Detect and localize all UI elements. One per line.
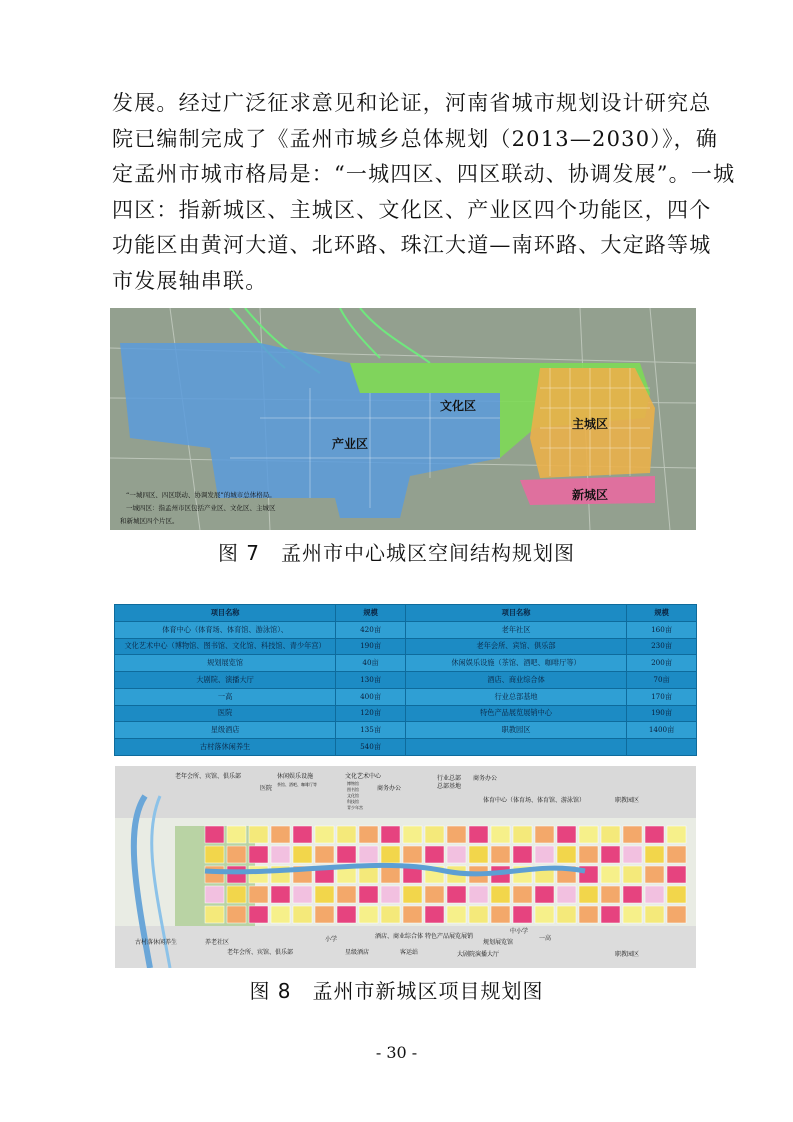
land-parcel (667, 906, 686, 923)
land-parcel (447, 906, 466, 923)
table-row (115, 672, 697, 689)
cell: 医院 (115, 705, 336, 722)
cell: 160亩 (627, 621, 697, 638)
land-parcel (469, 826, 488, 843)
land-parcel (469, 886, 488, 903)
land-parcel (601, 886, 620, 903)
table-row (115, 638, 697, 655)
land-parcel (227, 886, 246, 903)
land-parcel (403, 826, 422, 843)
project-scale-table (114, 604, 697, 756)
land-parcel (645, 846, 664, 863)
land-parcel (403, 906, 422, 923)
land-parcel (491, 906, 510, 923)
label-hq2: 总部基地 (437, 783, 462, 790)
land-parcel (645, 906, 664, 923)
label-culture-sub: 文化馆 (347, 793, 359, 798)
land-parcel (315, 846, 334, 863)
land-parcel (601, 826, 620, 843)
figure-8-caption: 图 8 孟州市新城区项目规划图 (249, 979, 544, 1003)
land-parcel (293, 826, 312, 843)
label-culture-center: 文化艺术中心 (345, 773, 382, 780)
land-parcel (601, 906, 620, 923)
label-transit: 客运站 (400, 949, 419, 956)
table-row (115, 621, 697, 638)
land-parcel (381, 866, 400, 883)
land-parcel (381, 906, 400, 923)
land-parcel (337, 886, 356, 903)
land-parcel (579, 846, 598, 863)
land-parcel (601, 846, 620, 863)
label-culture-sub: 博物馆 (347, 781, 359, 786)
label-business2: 商务办公 (473, 775, 498, 782)
land-parcel (227, 826, 246, 843)
new-district-project-map (115, 766, 696, 968)
label-vocational2: 职教园区 (615, 951, 640, 958)
land-parcel (359, 826, 378, 843)
cell: 120亩 (336, 705, 406, 722)
cell: 老年会所、宾馆、俱乐部 (405, 638, 626, 655)
paragraph-line: 市发展轴串联。 (112, 268, 268, 293)
cell: 170亩 (627, 688, 697, 705)
land-parcel (447, 826, 466, 843)
land-parcel (645, 866, 664, 883)
land-parcel (293, 906, 312, 923)
land-parcel (513, 906, 532, 923)
paragraph-line: 发展。经过广泛征求意见和论证，河南省城市规划设计研究总 (112, 91, 712, 115)
land-parcel (249, 826, 268, 843)
land-parcel (513, 886, 532, 903)
map-note-line: 和新城区四个片区。 (120, 517, 179, 525)
label-leisure-sub: 茶馆、酒吧、咖啡厅等 (277, 782, 317, 787)
land-parcel (205, 826, 224, 843)
land-parcel (271, 846, 290, 863)
land-parcel (249, 846, 268, 863)
land-parcel (667, 846, 686, 863)
cell: 200亩 (627, 655, 697, 672)
spatial-structure-map (110, 308, 696, 530)
cell: 540亩 (336, 739, 406, 756)
land-parcel (425, 826, 444, 843)
land-parcel (359, 846, 378, 863)
table-row (115, 688, 697, 705)
header-project-name: 项目名称 (115, 605, 336, 622)
cell: 230亩 (627, 638, 697, 655)
label-expo: 特色产品展览展销 (425, 933, 474, 940)
land-parcel (535, 846, 554, 863)
land-parcel (623, 846, 642, 863)
land-parcel (227, 846, 246, 863)
land-parcel (403, 846, 422, 863)
land-parcel (469, 906, 488, 923)
land-parcel (623, 886, 642, 903)
land-parcel (623, 906, 642, 923)
label-planning: 规划展览馆 (483, 939, 514, 946)
label-hotel: 星级酒店 (345, 949, 370, 956)
label-culture-sub: 青少年宫 (347, 805, 363, 810)
land-parcel (205, 846, 224, 863)
land-parcel (535, 826, 554, 843)
paragraph-line: 功能区由黄河大道、北环路、珠江大道—南环路、大定路等城 (112, 233, 712, 257)
land-parcel (579, 906, 598, 923)
land-parcel (535, 886, 554, 903)
land-parcel (447, 886, 466, 903)
land-parcel (491, 826, 510, 843)
land-parcel (315, 826, 334, 843)
land-parcel (557, 826, 576, 843)
table-row (115, 705, 697, 722)
table-header-row (115, 605, 697, 622)
land-parcel (271, 886, 290, 903)
land-parcel (381, 886, 400, 903)
figure-8-map (115, 766, 696, 968)
label-club2: 老年会所、宾馆、俱乐部 (227, 949, 294, 956)
label-elder: 养老社区 (205, 939, 230, 946)
land-parcel (667, 866, 686, 883)
cell: 70亩 (627, 672, 697, 689)
land-parcel (293, 886, 312, 903)
industry-zone-label: 产业区 (332, 437, 369, 451)
land-parcel (535, 906, 554, 923)
land-parcel (227, 906, 246, 923)
cell: 体育中心（体育场、体育馆、游泳馆）、 (115, 621, 336, 638)
land-parcel (249, 886, 268, 903)
land-parcel (271, 906, 290, 923)
cell (405, 739, 626, 756)
label-yigao: 一高 (539, 935, 552, 942)
cell: 酒店、商业综合体 (405, 672, 626, 689)
cell: 规划展览馆 (115, 655, 336, 672)
label-middle: 中小学 (510, 928, 529, 935)
land-parcel (667, 886, 686, 903)
paragraph-line: 院已编制完成了《孟州市城乡总体规划（2013—2030）》，确 (112, 126, 719, 151)
label-primary: 小学 (325, 936, 338, 943)
land-parcel (381, 826, 400, 843)
cell: 文化艺术中心（博物馆、图书馆、文化馆、科技馆、青少年宫） (115, 638, 336, 655)
cell: 职教园区 (405, 722, 626, 739)
figure-7-map (110, 308, 696, 530)
header-scale: 规模 (336, 605, 406, 622)
culture-zone-label: 文化区 (440, 399, 477, 413)
cell (627, 739, 697, 756)
land-parcel (579, 886, 598, 903)
label-hospital: 医院 (260, 785, 273, 792)
cell: 1400亩 (627, 722, 697, 739)
land-parcel (623, 866, 642, 883)
figure-7-caption: 图 7 孟州市中心城区空间结构规划图 (217, 541, 576, 565)
land-parcel (425, 846, 444, 863)
body-paragraph (112, 86, 736, 299)
land-parcel (491, 846, 510, 863)
land-parcel (359, 906, 378, 923)
land-parcel (205, 886, 224, 903)
land-parcel (249, 866, 268, 883)
paragraph-line: 四区：指新城区、主城区、文化区、产业区四个功能区，四个 (112, 197, 712, 222)
land-parcel (513, 846, 532, 863)
map-note-line: 一城四区：指孟州市区包括产业区、文化区、主城区 (126, 504, 276, 512)
land-parcel (359, 866, 378, 883)
land-parcel (623, 826, 642, 843)
label-culture-sub: 科技馆 (347, 799, 359, 804)
land-parcel (227, 866, 246, 883)
cell: 190亩 (627, 705, 697, 722)
land-parcel (205, 906, 224, 923)
land-parcel (315, 886, 334, 903)
land-parcel (381, 846, 400, 863)
label-sports: 体育中心（体育场、体育馆、游泳馆） (483, 797, 586, 804)
paragraph-line: 定孟州市城市格局是：“一城四区、四区联动、协调发展”。一城 (112, 162, 736, 186)
land-parcel (667, 826, 686, 843)
cell: 一高 (115, 688, 336, 705)
label-business: 商务办公 (377, 785, 402, 792)
land-parcel (337, 826, 356, 843)
land-parcel (579, 826, 598, 843)
cell: 行业总部基地 (405, 688, 626, 705)
land-parcel (447, 846, 466, 863)
cell: 特色产品展览展销中心 (405, 705, 626, 722)
land-parcel (469, 846, 488, 863)
land-parcel (513, 826, 532, 843)
land-parcel (557, 846, 576, 863)
cell: 大剧院、演播大厅 (115, 672, 336, 689)
label-hq: 行业总部 (437, 775, 462, 782)
table-row (115, 655, 697, 672)
land-parcel (557, 906, 576, 923)
new-zone-label: 新城区 (572, 488, 609, 502)
cell: 古村落休闲养生 (115, 739, 336, 756)
project-table (114, 604, 697, 756)
label-culture-sub: 图书馆 (347, 787, 359, 792)
land-parcel (491, 886, 510, 903)
label-club: 老年会所、宾馆、俱乐部 (175, 773, 242, 780)
cell: 40亩 (336, 655, 406, 672)
land-parcel (249, 906, 268, 923)
land-parcel (645, 826, 664, 843)
label-village: 古村落休闲养生 (135, 939, 178, 946)
land-parcel (557, 886, 576, 903)
land-parcel (403, 886, 422, 903)
label-hotel-mall: 酒店、商业综合体 (375, 933, 424, 940)
land-parcel (425, 906, 444, 923)
cell: 420亩 (336, 621, 406, 638)
cell: 老年社区 (405, 621, 626, 638)
header-project-name: 项目名称 (405, 605, 626, 622)
label-vocational: 职教园区 (615, 797, 640, 804)
land-parcel (425, 886, 444, 903)
land-parcel (359, 886, 378, 903)
land-parcel (337, 846, 356, 863)
cell: 135亩 (336, 722, 406, 739)
page-number: - 30 - (375, 1043, 418, 1062)
map-note-line: “一城四区、四区联动、协调发展”的城市总体格局。 (126, 491, 276, 499)
table-row (115, 739, 697, 756)
cell: 休闲娱乐设施（茶馆、酒吧、咖啡厅等） (405, 655, 626, 672)
label-leisure: 休闲娱乐设施 (277, 773, 314, 780)
header-scale: 规模 (627, 605, 697, 622)
cell: 星级酒店 (115, 722, 336, 739)
land-parcel (315, 906, 334, 923)
table-row (115, 722, 697, 739)
cell: 400亩 (336, 688, 406, 705)
label-theater: 大剧院演播大厅 (457, 951, 500, 958)
land-parcel (645, 886, 664, 903)
land-parcel (293, 846, 312, 863)
land-parcel (337, 906, 356, 923)
land-parcel (205, 866, 224, 883)
land-parcel (271, 826, 290, 843)
cell: 130亩 (336, 672, 406, 689)
cell: 190亩 (336, 638, 406, 655)
land-parcel (601, 866, 620, 883)
main-zone-label: 主城区 (572, 417, 609, 431)
